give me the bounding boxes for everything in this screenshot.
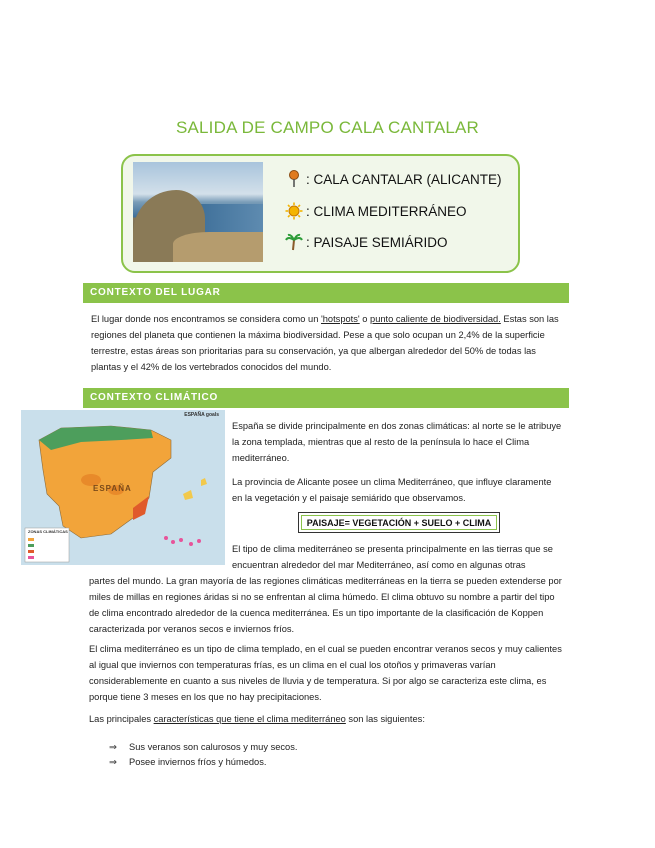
climate-paragraph-2: La provincia de Alicante posee un clima Mediterráneo, que influye claramente en la vegetación y el paisaje semiárido que observamos. (232, 477, 552, 503)
feature-landscape (285, 233, 448, 251)
feature-location-label: : CALA CANTALAR (ALICANTE) (306, 171, 502, 187)
cala-photo (133, 162, 263, 262)
feature-climate-label: : CLIMA MEDITERRÁNEO (306, 203, 467, 219)
map-country-label: ESPAÑA (93, 484, 132, 493)
climate-paragraph-4: El clima mediterráneo es un tipo de clima templado, en el cual se pueden encontrar veranos secos y muy calientes al igual que inviernos con temperaturas frías, es un clima en el cual los otoños y primaveras varían considerablemente en cuanto a sus niveles de lluvia y de temperatura. Si por algo se caracteriza este clima, es porque tiene 3 meses en los que no hay precipitaciones. (89, 644, 562, 702)
formula-text: PAISAJE= VEGETACIÓN + SUELO + CLIMA (301, 515, 497, 530)
palm-tree-icon (285, 233, 303, 251)
section-heading-climate: CONTEXTO CLIMÁTICO (83, 388, 569, 408)
feature-landscape-label: : PAISAJE SEMIÁRIDO (306, 234, 448, 250)
sun-icon (285, 202, 303, 220)
feature-location (285, 170, 502, 188)
characteristics-intro: Las principales características que tiene el clima mediterráneo son las siguientes: (89, 714, 425, 724)
biodiversity-link[interactable]: punto caliente de biodiversidad. (370, 314, 501, 324)
page-title: SALIDA DE CAMPO CALA CANTALAR (175, 118, 480, 137)
list-item: ⇒ Posee inviernos fríos y húmedos. (109, 757, 267, 767)
map-legend-title: ZONAS CLIMÁTICAS (28, 529, 68, 534)
climate-paragraph-3a: El tipo de clima mediterráneo se presenta principalmente en las tierras que se encuentran alrededor del mar Mediterráneo, así como en algunas otras (232, 544, 553, 570)
climate-paragraph-3b: partes del mundo. La gran mayoría de las regiones climáticas mediterráneas en la tierra se pueden extenderse por miles de millas en regiones áridas si no se enfrentan al clima húmedo. El clima obtuvo su nombre a partir del tipo de clima encontrado alrededor de la cuenca mediterránea. Es un tipo importante de la clasificación de Koppen caracterizada por veranos secos e inviernos fríos. (89, 576, 562, 634)
place-paragraph: El lugar donde nos encontramos se considera como un 'hotspots' o punto caliente de biodiversidad. Estas son las regiones del planeta que contienen la máxima biodiversidad. Pese a que solo ocupan un 2,4% de la superficie terrestre, estas áreas son prioritarias para su conservación, ya que albergan alrededor del 50% de todas las plantas y el 42% de los vertebrados conocidos del mundo. (91, 314, 559, 372)
hotspots-link[interactable]: 'hotspots' (320, 314, 360, 324)
spain-climate-map (21, 410, 225, 565)
location-card (121, 154, 520, 273)
characteristics-link[interactable]: características que tiene el clima mediterráneo (153, 714, 346, 724)
feature-climate (285, 202, 467, 220)
climate-paragraph-1: España se divide principalmente en dos zonas climáticas: al norte se le atribuye la zona templada, mientras que al resto de la península lo hace el Clima mediterráneo. (232, 421, 562, 463)
formula-box (298, 512, 500, 533)
map-brand: ESPAÑA goals (184, 412, 219, 418)
arrow-icon: ⇒ (109, 757, 117, 767)
arrow-icon: ⇒ (109, 742, 117, 752)
list-item: ⇒ Sus veranos son calurosos y muy secos. (109, 742, 298, 752)
section-heading-place: CONTEXTO DEL LUGAR (83, 283, 569, 303)
map-pin-icon (285, 170, 303, 188)
